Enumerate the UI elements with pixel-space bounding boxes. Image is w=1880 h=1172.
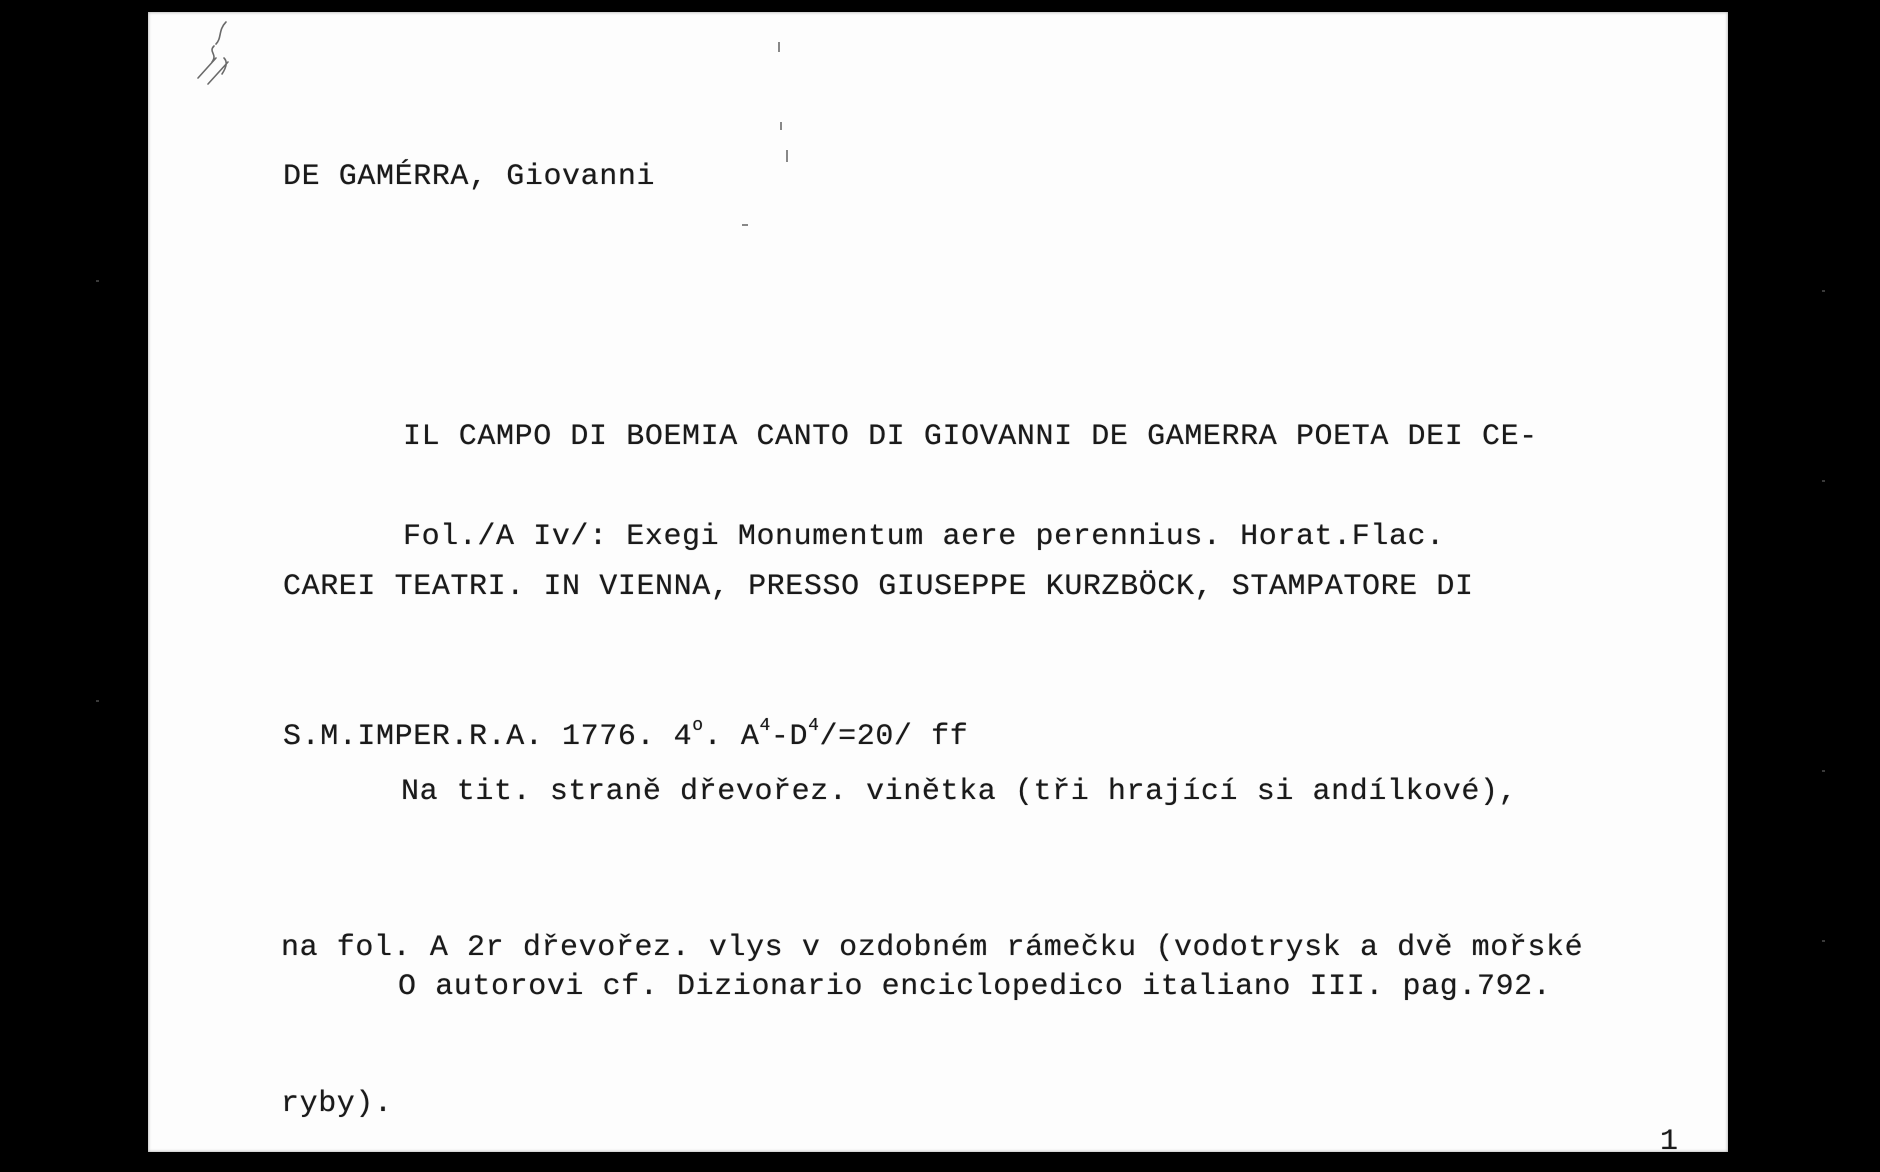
- description-block: [281, 662, 1583, 1172]
- author-heading: DE GAMÉRRA, Giovanni: [283, 160, 656, 194]
- format-superscript: o: [692, 716, 704, 736]
- edge-mark: [96, 700, 99, 702]
- edge-mark: [1822, 940, 1825, 942]
- collation-superscript-d: 4: [808, 716, 820, 736]
- title-line-2: CAREI TEATRI. IN VIENNA, PRESSO GIUSEPPE KURZBÖCK, STAMPATORE DI: [283, 570, 1474, 604]
- description-line-1: Na tit. straně dřevořez. vinětka (tři hrající si andílkové),: [401, 775, 1518, 809]
- citation-note: O autorovi cf. Dizionario enciclopedico italiano III. pag.792.: [398, 970, 1552, 1004]
- catalog-card: [148, 12, 1728, 1159]
- leaf-count-text: /=20/ ff: [819, 720, 969, 754]
- handwritten-pencil-mark-icon: [188, 18, 238, 88]
- collation-superscript-a: 4: [759, 716, 771, 736]
- paper-speck: [786, 150, 788, 162]
- paper-speck: [742, 224, 748, 226]
- edge-mark: [1822, 480, 1825, 482]
- description-line-3: ryby).: [281, 1087, 393, 1121]
- collation-text: -D: [770, 720, 809, 754]
- edge-mark: [1822, 770, 1825, 772]
- edge-mark: [96, 280, 99, 282]
- title-line-1: IL CAMPO DI BOEMIA CANTO DI GIOVANNI DE GAMERRA POETA DEI CE-: [403, 420, 1538, 454]
- paper-speck: [778, 42, 780, 52]
- collation-text: . A: [703, 720, 760, 754]
- paper-speck: [780, 122, 782, 130]
- folio-note: Fol./A Iv/: Exegi Monumentum aere perennius. Horat.Flac.: [403, 520, 1445, 554]
- imprint-text: S.M.IMPER.R.A. 1776. 4: [283, 720, 693, 754]
- description-line-2: na fol. A 2r dřevořez. vlys v ozdobném rámečku (vodotrysk a dvě mořské: [281, 931, 1584, 965]
- page-number: 1: [1660, 1125, 1679, 1159]
- edge-mark: [1822, 290, 1825, 292]
